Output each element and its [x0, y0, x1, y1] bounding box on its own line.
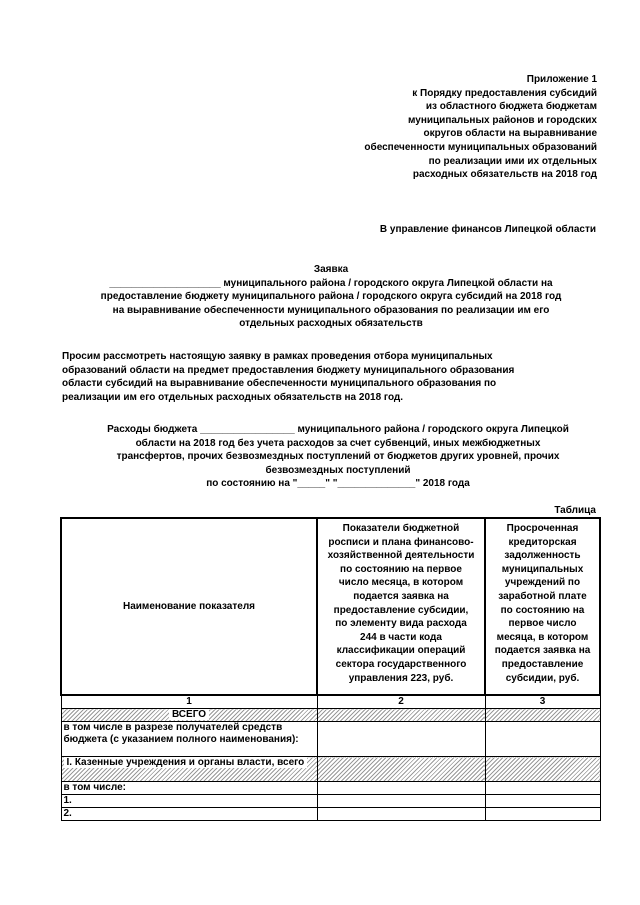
kazennye-debt-cell[interactable]: [485, 757, 600, 782]
total-label-cell: [61, 709, 317, 722]
header-line: по состоянию на первое: [340, 563, 462, 575]
header-line: сектора государственного: [335, 658, 467, 670]
column-number: 3: [485, 695, 600, 709]
title-line: ____________________ муниципального района / городского округа Липецкой области на: [109, 277, 553, 289]
header-line: число месяца, в котором: [338, 577, 464, 589]
header-line: заработной плате: [498, 590, 587, 602]
breakdown-debt-cell[interactable]: [485, 722, 600, 757]
header-line: по состоянию на: [500, 604, 585, 616]
table-label: Таблица: [554, 505, 596, 516]
appendix-header: [297, 73, 597, 182]
expenses-line: трансфертов, прочих безвозмездных поступлений от бюджетов других уровней, прочих: [116, 451, 560, 463]
item-1-label: 1.: [61, 795, 317, 808]
column-number: 2: [317, 695, 485, 709]
kazennye-label: I. Казенные учреждения и органы власти, всего: [64, 757, 308, 768]
expenses-line: по состоянию на "_____" "______________" 2018 года: [206, 478, 470, 490]
expenses-line: области на 2018 год без учета расходов за счет субвенций, иных межбюджетных: [135, 437, 541, 449]
header-line: первое число: [508, 618, 577, 630]
item-1-value-cell[interactable]: [317, 795, 485, 808]
expenses-line: безвозмездных поступлений: [265, 464, 411, 476]
header-line: подается заявка на: [353, 590, 449, 602]
header-line: подается заявка на: [494, 645, 591, 657]
appendix-line: Приложение 1: [526, 74, 597, 85]
item-2-value-cell[interactable]: [317, 808, 485, 821]
appendix-line: муниципальных районов и городских: [408, 114, 597, 126]
document-title: [60, 263, 602, 331]
header-line: классификации операций: [336, 645, 466, 657]
header-overdue-debt: [485, 518, 600, 695]
item-1-debt-cell[interactable]: [485, 795, 600, 808]
header-line: хозяйственной деятельности: [327, 550, 475, 562]
request-paragraph: [62, 350, 622, 404]
item-2-debt-cell[interactable]: [485, 808, 600, 821]
table-row-kazennye: [61, 757, 600, 782]
request-line: Просим рассмотреть настоящую заявку в рамках проведения отбора муниципальных: [62, 351, 493, 362]
table-row-item-1: [61, 795, 600, 808]
header-line: Показатели бюджетной: [342, 523, 460, 534]
header-line: муниципальных: [501, 563, 584, 575]
header-line: месяца, в котором: [496, 631, 589, 643]
header-line: предоставление: [501, 658, 584, 670]
appendix-line: к Порядку предоставления субсидий: [412, 87, 597, 99]
total-label: ВСЕГО: [169, 709, 209, 720]
header-line: субсидии, руб.: [505, 672, 580, 684]
breakdown-value-cell[interactable]: [317, 722, 485, 757]
header-line: учреждений по: [504, 577, 581, 589]
breakdown-label: в том числе в разрезе получателей средств бюджета (с указанием полного наименования):: [61, 722, 317, 757]
header-line: 244 в части кода: [360, 631, 442, 643]
total-value-cell[interactable]: [317, 709, 485, 722]
addressee: В управление финансов Липецкой области: [379, 224, 596, 235]
appendix-line: по реализации ими их отдельных: [428, 155, 597, 167]
indicators-table: [60, 517, 601, 821]
table-row-breakdown: [61, 722, 600, 757]
header-line: управления 223, руб.: [348, 672, 454, 684]
including-debt-cell[interactable]: [485, 782, 600, 795]
table-header-row: [61, 518, 600, 695]
header-line: Просроченная: [506, 523, 579, 534]
header-line: росписи и плана финансово-: [328, 536, 474, 548]
appendix-line: расходных обязательств на 2018 год: [412, 169, 597, 181]
kazennye-value-cell[interactable]: [317, 757, 485, 782]
column-number: 1: [61, 695, 317, 709]
header-line: задолженность: [504, 550, 581, 562]
title-line: отдельных расходных обязательств: [239, 318, 423, 330]
header-line: по элементу вида расхода: [335, 618, 467, 630]
table-row-total: [61, 709, 600, 722]
title-line: на выравнивание обеспеченности муниципального образования по реализации им его: [112, 304, 550, 316]
kazennye-label-cell: [61, 757, 317, 782]
table-row-item-2: [61, 808, 600, 821]
item-2-label: 2.: [61, 808, 317, 821]
request-line: реализации им его отдельных расходных обязательств на 2018 год.: [62, 391, 404, 403]
title-line: предоставление бюджету муниципального района / городского округа субсидий на 2018 год: [100, 291, 562, 303]
expenses-paragraph: [60, 423, 616, 491]
appendix-line: из областного бюджета бюджетам: [425, 101, 597, 113]
table-row-including: [61, 782, 600, 795]
column-numbers-row: [61, 695, 600, 709]
header-line: предоставление субсидии,: [333, 604, 469, 616]
expenses-line: Расходы бюджета _________________ муниципального района / городского округа Липецкой: [107, 424, 569, 435]
header-indicator-name: Наименование показателя: [61, 518, 317, 695]
including-label: в том числе:: [61, 782, 317, 795]
appendix-line: обеспеченности муниципальных образований: [364, 141, 597, 153]
header-line: кредиторская: [508, 536, 577, 548]
request-line: образований области на предмет предоставления бюджету муниципального образования: [62, 364, 515, 376]
request-line: области субсидий на выравнивание обеспеченности муниципального образования по: [62, 378, 497, 390]
title-heading: Заявка: [313, 264, 349, 275]
appendix-line: округов области на выравнивание: [423, 128, 597, 140]
total-debt-cell[interactable]: [485, 709, 600, 722]
including-value-cell[interactable]: [317, 782, 485, 795]
header-budget-indicators: [317, 518, 485, 695]
